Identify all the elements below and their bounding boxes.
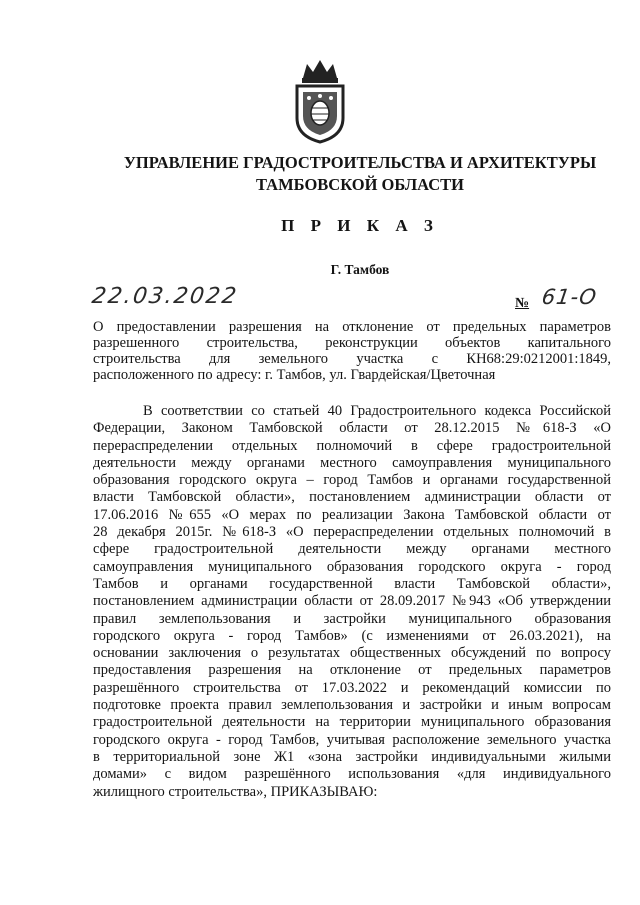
body-line: в территориальной зоне Ж1 «зона застройки индивидуальными жилыми [93,748,611,765]
coat-of-arms-icon [289,56,351,144]
body-line: власти Тамбовской области», постановлением администрации области от [93,489,611,506]
body-line: городского округа - город Тамбов, учитывая расположение земельного участка [93,731,611,748]
body-line: правил землепользования и застройки муниципального образования [93,610,611,627]
body-line: 28 декабря 2015г. №618-З «О перераспределении отдельных полномочий в [93,524,611,541]
organization-title: УПРАВЛЕНИЕ ГРАДОСТРОИТЕЛЬСТВА И АРХИТЕКТУРЫ [123,153,597,172]
body-line: В соответствии со статьей 40 Градостроительного кодекса Российской [143,403,611,419]
body-line: сфере градостроительной деятельности между органами местного [93,541,611,558]
body-line: градостроительной деятельности на территории муниципального образования [93,714,611,731]
body-line: подготовке проекта правил землепользования и застройки и иным вопросам [93,697,611,714]
handwritten-date: 22.03.2022 [90,284,240,309]
document-subject [93,319,611,383]
body-line: основании заключения о результатах общественных обсуждений по вопросу [93,645,611,662]
organization-region: ТАМБОВСКОЙ ОБЛАСТИ [255,175,465,194]
body-line: Тамбов и органами государственной власти Тамбовской области», [93,575,611,592]
handwritten-number: 61-О [540,285,599,309]
body-line: домами» с видом разрешённого использования «для индивидуального [93,766,611,783]
document-city: Г. Тамбов [330,262,390,277]
body-line: перераспределении отдельных полномочий в сфере градостроительной [93,437,611,454]
body-line: городского округа - город Тамбов» (с изменениями от 26.03.2021), на [93,627,611,644]
number-label: № [515,296,530,311]
body-line: жилищного строительства», ПРИКАЗЫВАЮ: [93,783,378,800]
body-line: Федерации, Законом Тамбовской области от 28.12.2015 №618-З «О [93,420,611,437]
subject-line: строительства для земельного участка с КН68:29:0212001:1849, [93,351,611,367]
subject-line: О предоставлении разрешения на отклонение от предельных параметров [93,319,611,335]
body-line: разрешённого строительства от 17.03.2022 и рекомендаций комиссии по [93,679,611,696]
body-line: 17.06.2016 №655 «О мерах по реализации Закона Тамбовской области от [93,506,611,523]
body-line: постановлением администрации области от 28.09.2017 №943 «Об утверждении [93,593,611,610]
subject-line: расположенного по адресу: г. Тамбов, ул. Гвардейская/Цветочная [93,367,496,383]
body-line: деятельности между органами местного самоуправления муниципального [93,454,611,471]
body-line: самоуправления муниципального образования городского округа - город [93,558,611,575]
body-line: предоставления разрешения на отклонение от предельных параметров [93,662,611,679]
document-type: П Р И К А З [281,216,439,235]
body-line: образования городского округа – город Тамбов и органами государственной [93,472,611,489]
subject-line: разрешенного строительства, реконструкции объектов капитального [93,335,611,351]
document-body [93,403,611,801]
